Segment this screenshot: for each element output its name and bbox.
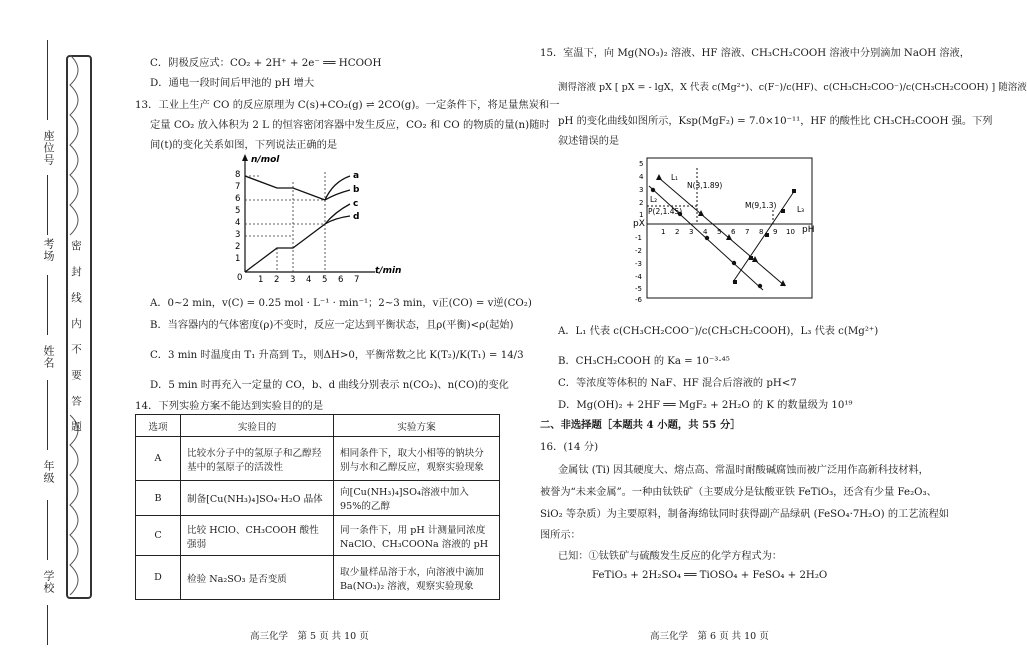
- seal-instruction: 密 封 线 内 不 要 答 题: [70, 240, 82, 438]
- curve-b: [325, 190, 350, 200]
- y-axis-label: n/mol: [251, 155, 280, 165]
- curve-label: b: [353, 185, 360, 195]
- x-tick: 7: [745, 228, 750, 236]
- y-tick: 1: [639, 211, 644, 219]
- table-cell-goal: 制备[Cu(NH₃)₄]SO₄·H₂O 晶体: [181, 481, 334, 516]
- x-ticks: [661, 228, 795, 236]
- margin-line: [47, 175, 48, 235]
- table-header: 实验方案: [334, 415, 500, 437]
- x-tick: 3: [290, 275, 296, 285]
- y-axis-label: pX: [633, 219, 645, 229]
- q16-para-line4: 图所示：: [540, 530, 581, 541]
- q15-stem-line1: 15．室温下，向 Mg(NO₃)₂ 溶液、HF 溶液、CH₃CH₂COOH 溶液中分别滴加 NaOH 溶液，: [540, 48, 970, 59]
- q16-known: 已知：①钛铁矿与硫酸发生反应的化学方程式为：: [558, 551, 783, 562]
- table-row: [136, 437, 500, 481]
- y-tick: 5: [235, 206, 241, 216]
- binding-margin: [0, 0, 105, 672]
- q15-option-b: B．CH₃CH₂COOH 的 Ka = 10⁻³·⁴⁵: [558, 356, 730, 367]
- x-tick: 9: [773, 228, 778, 236]
- label-N: N(3,1.89): [687, 181, 723, 190]
- y-tick: -4: [635, 273, 642, 281]
- q14-table: [135, 414, 500, 600]
- table-row: [136, 516, 500, 556]
- curve-c: [325, 204, 350, 224]
- x-tick: 2: [675, 228, 680, 236]
- table-cell-plan: 相同条件下，取大小相等的钠块分别与水和乙醇反应，观察实验现象: [334, 437, 500, 481]
- curve-label: d: [353, 212, 360, 222]
- x-axis-label: t/min: [375, 266, 402, 276]
- y-tick: -2: [635, 247, 642, 255]
- q12-option-c: C．阴极反应式：CO₂ + 2H⁺ + 2e⁻ ══ HCOOH: [150, 57, 382, 69]
- q15-stem-line3: pH 的变化曲线如图所示，Ksp(MgF₂) = 7.0×10⁻¹¹，HF 的酸性比 CH₃CH₂COOH 强。下列: [558, 116, 993, 127]
- label-L2: L₂: [650, 195, 658, 204]
- table-row: [136, 481, 500, 516]
- y-tick: 0: [237, 273, 243, 283]
- curve-labels: [353, 171, 360, 222]
- co-curve: [245, 224, 325, 272]
- x-tick: 6: [338, 275, 344, 285]
- y-tick: 2: [235, 242, 241, 252]
- y-tick: 5: [639, 160, 644, 168]
- q13-stem-line1: 13．工业上生产 CO 的反应原理为 C(s)+CO₂(g) ⇌ 2CO(g)。一定条件下，将足量焦炭和一: [135, 99, 560, 111]
- x-tick: 5: [717, 228, 722, 236]
- table-cell-goal: 检验 Na₂SO₃ 是否变质: [181, 556, 334, 600]
- x-tick: 8: [759, 228, 764, 236]
- exam-room-label: 考场: [42, 238, 55, 262]
- curve-label: a: [353, 171, 360, 181]
- table-cell-goal: 比较 HClO、CH₃COOH 酸性强弱: [181, 516, 334, 556]
- curve-label: c: [353, 199, 359, 209]
- table-cell-plan: 同一条件下，用 pH 计测量同浓度 NaClO、CH₃COONa 溶液的 pH: [334, 516, 500, 556]
- q13-option-a: A．0~2 min，v(C) = 0.25 mol · L⁻¹ · min⁻¹；2~3 min，v正(CO) = v逆(CO₂): [150, 298, 532, 309]
- y-tick: -1: [635, 234, 642, 242]
- q15-stem-line2: 测得溶液 pX [ pX = - lgX，X 代表 c(Mg²⁺)、c(F⁻)/c(HF)、c(CH₃CH₂COO⁻)/c(CH₃CH₂COOH) ] 随溶液: [558, 82, 1027, 93]
- q14-stem: 14．下列实验方案不能达到实验目的的是: [135, 400, 324, 412]
- plot-labels: [648, 173, 804, 216]
- y-axis-arrow: [242, 154, 248, 161]
- table-cell-option: B: [136, 481, 181, 516]
- x-tick: 10: [786, 228, 795, 236]
- table-cell-option: D: [136, 556, 181, 600]
- margin-line: [47, 500, 48, 560]
- y-tick: -3: [635, 260, 642, 268]
- q13-stem-line2: 定量 CO₂ 放入体积为 2 L 的恒容密闭容器中发生反应，CO₂ 和 CO 的物质的量(n)随时: [150, 119, 550, 131]
- y-tick: 3: [639, 186, 644, 194]
- label-L1: L₁: [671, 173, 679, 182]
- page-footer-left: 高三化学 第 5 页 共 10 页: [250, 631, 369, 642]
- q13-option-d: D．5 min 时再充入一定量的 CO，b、d 曲线分别表示 n(CO₂)、n(CO)的变化: [150, 380, 509, 391]
- q16-heading: 16．(14 分): [540, 441, 599, 453]
- x-tick: 6: [731, 228, 736, 236]
- x-ticks: [258, 275, 359, 285]
- y-tick: 1: [235, 254, 241, 264]
- y-tick: 8: [235, 170, 241, 180]
- q15-option-c: C．等浓度等体积的 NaF、HF 混合后溶液的 pH<7: [558, 378, 797, 389]
- exam-no-label: 座位号: [42, 130, 55, 166]
- y-tick: 6: [235, 194, 241, 204]
- y-tick: 3: [235, 230, 241, 240]
- x-tick: 5: [322, 275, 328, 285]
- curve-a: [325, 176, 350, 200]
- y-tick: -5: [635, 285, 642, 293]
- x-tick: 1: [258, 275, 264, 285]
- x-tick: 1: [661, 228, 666, 236]
- q16-equation: FeTiO₃ + 2H₂SO₄ ══ TiOSO₄ + FeSO₄ + 2H₂O: [592, 570, 828, 581]
- table-cell-option: A: [136, 437, 181, 481]
- q13-graph: [225, 152, 402, 285]
- section-2-heading: 二、非选择题［本题共 4 小题，共 55 分］: [540, 419, 741, 431]
- school-label: 学校: [42, 570, 55, 594]
- table-cell-goal: 比较水分子中的氢原子和乙醇羟基中的氢原子的活泼性: [181, 437, 334, 481]
- margin-line: [47, 275, 48, 335]
- x-tick: 4: [703, 228, 708, 236]
- y-tick: -6: [635, 296, 642, 304]
- y-ticks: [235, 170, 242, 283]
- grade-label: 年级: [42, 460, 55, 484]
- q15-stem-line4: 叙述错误的是: [558, 136, 620, 147]
- name-label: 姓名: [42, 345, 55, 369]
- margin-line: [47, 380, 48, 450]
- label-P: P(2,1.45): [648, 207, 683, 216]
- label-L3: L₃: [797, 205, 805, 214]
- label-M: M(9,1.3): [745, 201, 777, 210]
- table-cell-option: C: [136, 516, 181, 556]
- q15-graph: [625, 154, 825, 304]
- q16-para-line3: SiO₂ 等杂质）为主要原料，制备海绵钛同时获得副产品绿矾 (FeSO₄·7H₂O) 的工艺流程如: [540, 509, 949, 520]
- x-axis-label: pH: [802, 225, 815, 235]
- q16-para-line2: 被誉为“未来金属”。一种由钛铁矿（主要成分是钛酸亚铁 FeTiO₃，还含有少量 Fe₂O₃、: [540, 487, 937, 498]
- q13-option-c: C．3 min 时温度由 T₁ 升高到 T₂，则ΔH>0，平衡常数之比 K(T₂)/K(T₁) = 14/3: [150, 350, 524, 361]
- x-tick: 7: [354, 275, 360, 285]
- q13-option-b: B．当容器内的气体密度(ρ)不变时，反应一定达到平衡状态，且ρ(平衡)<ρ(起始): [150, 320, 514, 331]
- margin-line: [47, 605, 48, 645]
- y-tick: 4: [235, 218, 241, 228]
- q16-para-line1: 金属钛 (Ti) 因其硬度大、熔点高、常温时耐酸碱腐蚀而被广泛用作高新科技材料，: [558, 465, 929, 476]
- co2-curve: [245, 176, 325, 200]
- y-tick: 4: [639, 173, 644, 181]
- y-tick: 2: [639, 199, 644, 207]
- table-cell-plan: 取少量样品溶于水，向溶液中滴加 Ba(NO₃)₂ 溶液，观察实验现象: [334, 556, 500, 600]
- x-tick: 3: [689, 228, 694, 236]
- page-footer-right: 高三化学 第 6 页 共 10 页: [650, 631, 769, 642]
- q12-option-d: D．通电一段时间后甲池的 pH 增大: [150, 77, 315, 89]
- table-row: [136, 556, 500, 600]
- q13-stem-line3: 间(t)的变化关系如图，下列说法正确的是: [150, 139, 338, 151]
- x-tick: 2: [274, 275, 280, 285]
- y-ticks: [635, 160, 644, 304]
- y-tick: 7: [235, 182, 241, 192]
- guide-lines: [245, 172, 325, 272]
- margin-line: [47, 40, 48, 120]
- table-header: 实验目的: [181, 415, 334, 437]
- x-tick: 4: [306, 275, 312, 285]
- table-cell-plan: 向[Cu(NH₃)₄]SO₄溶液中加入 95%的乙醇: [334, 481, 500, 516]
- q15-option-a: A．L₁ 代表 c(CH₃CH₂COO⁻)/c(CH₃CH₂COOH)，L₃ 代表 c(Mg²⁺): [558, 326, 879, 337]
- table-header: 选项: [136, 415, 181, 437]
- table-header-row: [136, 415, 500, 437]
- q15-option-d: D．Mg(OH)₂ + 2HF ══ MgF₂ + 2H₂O 的 K 的数量级为 10¹⁹: [558, 400, 853, 411]
